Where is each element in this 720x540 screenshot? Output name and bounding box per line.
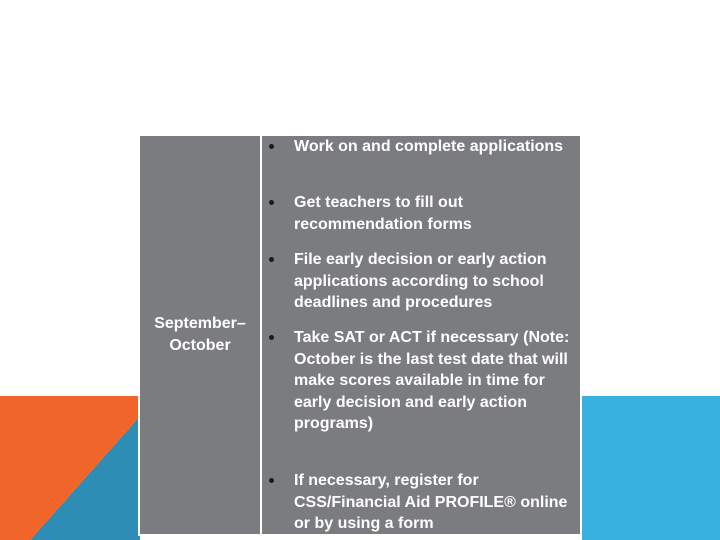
bullet-icon xyxy=(269,200,274,205)
bullet-icon xyxy=(269,335,274,340)
period-cell xyxy=(140,136,262,534)
schedule-table xyxy=(138,136,582,536)
list-item xyxy=(262,249,580,314)
bullet-icon xyxy=(269,257,274,262)
task-text: Get teachers to fill out recommendation forms xyxy=(294,194,472,233)
period-label: September–October xyxy=(154,315,246,354)
list-item xyxy=(262,136,580,158)
task-text: Take SAT or ACT if necessary (Note: October is the last test date that will make scores available in time for early decision and early action programs) xyxy=(294,329,570,432)
list-item xyxy=(262,192,580,235)
bullet-icon xyxy=(269,478,274,483)
blue-right-band xyxy=(582,396,720,540)
task-text: Work on and complete applications xyxy=(294,138,564,155)
task-text: File early decision or early action applications according to school deadlines and procedures xyxy=(294,251,547,311)
list-item xyxy=(262,327,580,435)
list-item xyxy=(262,470,580,535)
task-text: If necessary, register for CSS/Financial Aid PROFILE® online or by using a form xyxy=(294,472,568,532)
bullet-icon xyxy=(269,144,274,149)
tasks-cell xyxy=(262,136,580,534)
